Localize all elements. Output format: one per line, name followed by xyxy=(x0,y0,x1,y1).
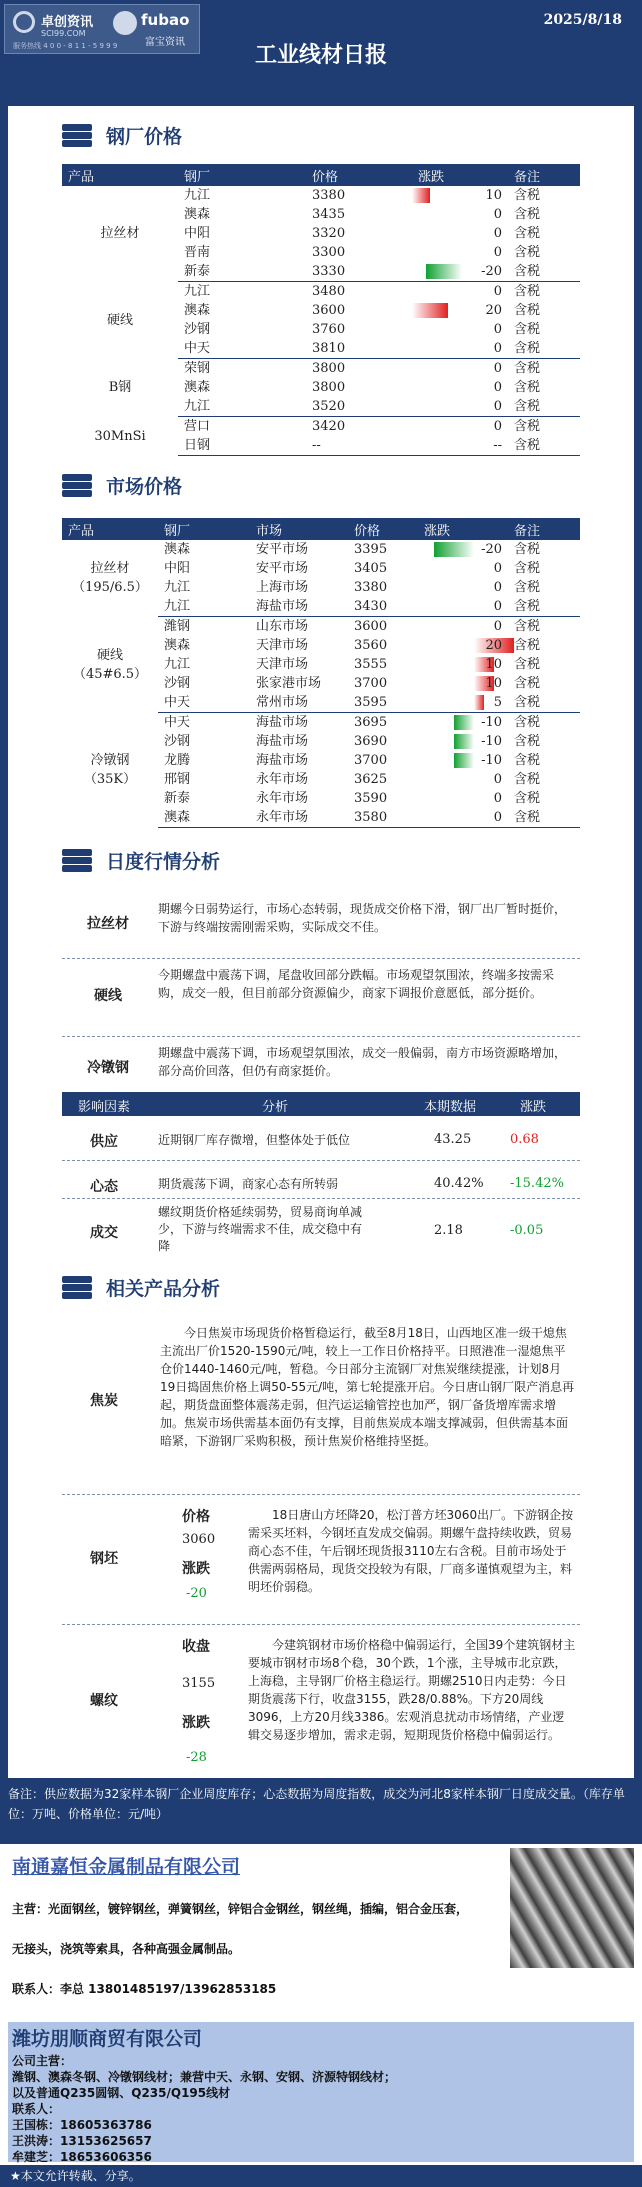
change-value: 10 xyxy=(485,188,502,203)
col-header: 钢厂 xyxy=(184,169,211,185)
divider xyxy=(62,1624,580,1625)
product-name: 30MnSi xyxy=(94,428,146,444)
change-cell xyxy=(418,655,508,674)
product-spec: （35K） xyxy=(83,772,137,787)
mill-name: 中阳 xyxy=(164,561,191,576)
change-value: 0 xyxy=(493,207,502,222)
mill-name: 澳森 xyxy=(164,638,191,653)
change-cell xyxy=(418,808,508,828)
change-cell xyxy=(412,320,508,339)
product-name: 拉丝材 xyxy=(100,226,140,242)
market-name: 安平市场 xyxy=(256,542,309,557)
price: 3405 xyxy=(354,561,388,576)
mill-name: 澳森 xyxy=(184,380,211,395)
ad-company-name[interactable]: 潍坊朋顺商贸有限公司 xyxy=(12,2028,203,2050)
change-value: 0 xyxy=(493,361,502,376)
analysis-row-cold-heading xyxy=(62,1038,580,1096)
col-header: 产品 xyxy=(68,169,95,185)
billet-label: 钢坯 xyxy=(90,1551,118,1567)
factor-name: 供应 xyxy=(90,1134,118,1150)
factor-name: 心态 xyxy=(90,1179,118,1195)
change-cell xyxy=(412,436,508,456)
change-cell xyxy=(418,578,508,597)
note: 含税 xyxy=(514,638,541,653)
table-row xyxy=(62,186,580,205)
price: 3580 xyxy=(348,808,418,828)
change-value: 10 xyxy=(485,657,502,672)
note: 含税 xyxy=(514,734,541,749)
analysis-row-wire-rod xyxy=(62,894,580,952)
factor-analysis: 螺纹期货价格延续弱势，贸易商询单减少，下游与终端需求不佳，成交稳中有降 xyxy=(158,1205,363,1253)
note: 含税 xyxy=(514,284,541,299)
change-cell xyxy=(418,693,508,713)
note: 含税 xyxy=(514,715,541,730)
mill-name: 荣钢 xyxy=(184,361,211,376)
change-cell xyxy=(418,789,508,808)
ad-line: 主营：光面钢丝，镀锌钢丝，弹簧钢丝，锌铝合金钢丝，钢丝绳，插编，铝合金压套， xyxy=(12,1902,469,1916)
change-cell xyxy=(412,359,508,379)
change-value: 0 xyxy=(493,619,502,634)
mill-name: 邢钢 xyxy=(164,772,191,787)
analysis-label: 拉丝材 xyxy=(87,916,129,932)
market-name: 海盐市场 xyxy=(256,753,309,768)
col-header: 备注 xyxy=(514,523,541,539)
product-cell xyxy=(62,540,158,617)
mill-name: 澳森 xyxy=(158,808,250,828)
note: 含税 xyxy=(514,753,541,768)
related-section-title: 相关产品分析 xyxy=(106,1277,221,1300)
ad-contact: 牟建芝：18653606356 xyxy=(12,2150,152,2164)
mill-name: 营口 xyxy=(184,419,211,434)
change-cell xyxy=(418,770,508,789)
mill-section-heading xyxy=(60,120,182,150)
table-header-row xyxy=(62,164,580,186)
price: 3480 xyxy=(312,284,346,299)
analysis-text: 期螺今日弱势运行，市场心态转弱，现货成交价格下滑，钢厂出厂暂时挺价，下游与终端按需刚需采购，实际成交不佳。 xyxy=(158,902,567,934)
note: 含税 xyxy=(514,542,541,557)
product-name: B钢 xyxy=(108,380,132,395)
billet-analysis xyxy=(62,1500,580,1620)
market-name: 永年市场 xyxy=(250,808,348,828)
analysis-text: 期螺盘中震荡下调，市场观望氛围浓，成交一般偏弱，南方市场资源略增加，部分高价回落，但仍有商家挺价。 xyxy=(158,1046,567,1078)
change-value: 20 xyxy=(485,303,502,318)
price: 3430 xyxy=(348,597,418,617)
note: 含税 xyxy=(508,693,580,713)
price: 3590 xyxy=(354,791,388,806)
change-value: 0 xyxy=(493,599,502,614)
price: -- xyxy=(306,436,412,456)
report-title: 工业线材日报 xyxy=(254,43,387,68)
divider xyxy=(62,958,580,959)
factor-row-sentiment xyxy=(62,1168,580,1208)
note: 含税 xyxy=(514,226,541,241)
col-header: 本期数据 xyxy=(424,1100,477,1115)
price: 3600 xyxy=(354,619,388,634)
col-header: 钢厂 xyxy=(164,523,191,539)
fubao-logo-icon xyxy=(113,11,137,35)
factor-row-turnover xyxy=(62,1204,580,1262)
change-bar-down xyxy=(426,264,462,279)
note: 含税 xyxy=(514,676,541,691)
mill-name: 中天 xyxy=(164,715,191,730)
change-cell xyxy=(412,301,508,320)
market-name: 海盐市场 xyxy=(256,734,309,749)
mill-name: 日钢 xyxy=(178,436,306,456)
col-header: 价格 xyxy=(312,169,339,185)
change-cell xyxy=(418,540,508,559)
divider xyxy=(62,1160,580,1161)
change-value: 0 xyxy=(493,772,502,787)
rebar-text: 今建筑钢材市场价格稳中偏弱运行，全国39个建筑钢材主要城市钢材市场8个稳，30个跌，1个涨，主导城市北京跌，上海稳，主导钢厂价格主稳运行。期螺2510日内走势：今日期货震荡下行，收盘3155，跌28/0.88%。下方20周线3096，上方20月线3386。宏观消息扰动市场情绪，产业逻辑交易逐步增加，需求走弱，短期现货价格稳中偏弱运行。 xyxy=(248,1638,576,1742)
mill-name: 中天 xyxy=(178,339,306,359)
coke-label: 焦炭 xyxy=(90,1393,118,1409)
note: 含税 xyxy=(514,322,541,337)
mill-name: 龙腾 xyxy=(164,753,191,768)
price: 3810 xyxy=(306,339,412,359)
note: 含税 xyxy=(514,188,541,203)
daily-section-title: 日度行情分析 xyxy=(106,850,221,873)
note: 含税 xyxy=(508,397,580,417)
change-cell xyxy=(418,559,508,578)
change-cell xyxy=(412,282,508,302)
factor-value: 40.42% xyxy=(434,1176,484,1191)
product-name: 硬线 xyxy=(96,647,123,663)
coke-text: 今日焦炭市场现货价格暂稳运行，截至8月18日，山西地区准一级干熄焦主流出厂价1520-1590元/吨，较上一工作日价格持平。日照港准一湿熄焦平仓价1440-1460元/吨，暂稳。今日部分主流钢厂对焦炭继续提涨，计划8月19日捣固焦价格上调50-55元/吨，第七轮提涨开启。今日唐山钢厂限产消息再起，期货盘面整体震荡走弱，但汽运运输管控也加严，钢厂备货增库需求增加。焦炭市场供需基本面仍有支撑，目前焦炭成本端支撑减弱，但供需基本面暗紧，下游钢厂采购积极，预计焦炭价格维持坚挺。 xyxy=(160,1326,575,1448)
divider xyxy=(62,1036,580,1037)
change-cell xyxy=(418,674,508,693)
stack-icon xyxy=(60,472,94,498)
table-row xyxy=(62,540,580,559)
product-spec: （195/6.5） xyxy=(72,580,148,596)
mill-section-title: 钢厂价格 xyxy=(106,125,183,148)
mill-name: 沙钢 xyxy=(164,734,191,749)
factor-change: -15.42% xyxy=(510,1176,564,1191)
market-name: 海盐市场 xyxy=(250,597,348,617)
rebar-price: 3155 xyxy=(182,1676,216,1691)
change-bar-down xyxy=(434,542,474,557)
market-name: 安平市场 xyxy=(256,561,309,576)
ad-line: 潍钢、澳森冬钢、冷镦钢线材；兼营中天、永钢、安钢、济源特钢线材； xyxy=(12,2070,397,2084)
note: 含税 xyxy=(514,419,541,434)
change-cell xyxy=(418,713,508,733)
analysis-label: 冷镦钢 xyxy=(87,1060,129,1076)
market-price-table xyxy=(62,518,580,828)
change-value: 0 xyxy=(493,341,502,356)
price: 3560 xyxy=(354,638,388,653)
col-header: 涨跌 xyxy=(424,523,451,539)
mill-name: 新泰 xyxy=(164,791,191,806)
market-name: 永年市场 xyxy=(256,772,309,787)
ad-line: 公司主营： xyxy=(12,2054,73,2068)
col-header: 影响因素 xyxy=(78,1100,131,1115)
table-row xyxy=(62,713,580,733)
mill-name: 九江 xyxy=(184,284,211,299)
mill-name: 沙钢 xyxy=(164,676,191,691)
ad-line: 无接头，浇筑等索具，各种高强金属制品。 xyxy=(12,1942,241,1956)
change-bar-down xyxy=(454,715,474,730)
product-name: 冷镦钢 xyxy=(90,753,130,768)
note: 含税 xyxy=(514,207,541,222)
analysis-label: 硬线 xyxy=(94,988,122,1004)
price: 3380 xyxy=(354,580,388,595)
mill-name: 沙钢 xyxy=(184,322,211,337)
price: 3695 xyxy=(354,715,388,730)
change-value: 0 xyxy=(493,810,502,825)
stack-icon xyxy=(60,1274,94,1300)
mill-price-table xyxy=(62,164,580,456)
mill-name: 新泰 xyxy=(178,262,306,282)
col-header: 涨跌 xyxy=(520,1100,547,1115)
change-cell xyxy=(412,224,508,243)
price: 3760 xyxy=(312,322,346,337)
change-cell xyxy=(418,636,508,655)
change-cell xyxy=(418,617,508,637)
factor-change: 0.68 xyxy=(510,1132,539,1147)
coke-analysis xyxy=(62,1320,580,1490)
mill-name: 九江 xyxy=(164,580,191,595)
note: 含税 xyxy=(514,619,541,634)
change-value: -20 xyxy=(481,264,502,279)
mill-name: 九江 xyxy=(178,397,306,417)
note: 含税 xyxy=(508,262,580,282)
change-cell xyxy=(418,597,508,617)
note: 含税 xyxy=(514,380,541,395)
ad-contact: 王洪涛：13153625657 xyxy=(12,2134,152,2148)
change-cell xyxy=(412,378,508,397)
col-header: 市场 xyxy=(256,523,283,539)
stack-icon xyxy=(60,847,94,873)
price: 3800 xyxy=(312,361,346,376)
price: 3395 xyxy=(354,542,388,557)
change-value: 0 xyxy=(493,791,502,806)
price: 3595 xyxy=(348,693,418,713)
note: 含税 xyxy=(508,436,580,456)
price: 3555 xyxy=(354,657,388,672)
change-cell xyxy=(418,751,508,770)
change-value: 0 xyxy=(493,245,502,260)
price: 3700 xyxy=(354,676,388,691)
change-cell xyxy=(412,397,508,417)
table-row xyxy=(62,282,580,302)
note: 含税 xyxy=(508,597,580,617)
sci99-logo-icon xyxy=(13,11,35,33)
factor-analysis: 近期钢厂库存微增，但整体处于低位 xyxy=(158,1133,351,1147)
note: 含税 xyxy=(514,772,541,787)
mill-name: 澳森 xyxy=(184,207,211,222)
note: 含税 xyxy=(514,657,541,672)
change-value: -10 xyxy=(481,715,502,730)
change-bar-down xyxy=(454,753,474,768)
billet-change: -20 xyxy=(186,1586,207,1601)
table-row xyxy=(62,617,580,637)
mill-name: 九江 xyxy=(164,657,191,672)
price: 3420 xyxy=(312,419,346,434)
related-section-heading xyxy=(60,1272,220,1302)
change-value: 0 xyxy=(493,399,502,414)
change-cell xyxy=(412,417,508,437)
change-value: -20 xyxy=(481,542,502,557)
mill-name: 潍钢 xyxy=(164,619,191,634)
mill-name: 晋南 xyxy=(184,245,211,260)
analysis-text: 今期螺盘中震荡下调，尾盘收回部分跌幅。市场观望氛围浓，终端多按需采购，成交一般，但目前部分资源偏少，商家下调报价意愿低，部分挺价。 xyxy=(158,968,555,1000)
mill-name: 中阳 xyxy=(184,226,211,241)
price: 3625 xyxy=(354,772,388,787)
rebar-label: 螺纹 xyxy=(90,1693,118,1709)
ad-weifang xyxy=(8,2022,634,2162)
change-value: 0 xyxy=(493,380,502,395)
mill-name: 九江 xyxy=(158,597,250,617)
market-name: 天津市场 xyxy=(256,657,309,672)
divider xyxy=(62,1494,580,1495)
change-value: 10 xyxy=(485,676,502,691)
change-bar-up xyxy=(474,695,484,710)
note: 含税 xyxy=(508,808,580,828)
product-cell xyxy=(62,617,158,713)
ad-company-name[interactable]: 南通嘉恒金属制品有限公司 xyxy=(12,1856,241,1878)
change-value: 0 xyxy=(493,284,502,299)
logo-a-url: SCI99.COM xyxy=(41,29,86,38)
price: 3320 xyxy=(312,226,346,241)
factor-change: -0.05 xyxy=(510,1223,544,1238)
market-section-title: 市场价格 xyxy=(106,475,183,498)
price: 3600 xyxy=(312,303,346,318)
change-cell xyxy=(412,262,508,282)
col-header: 产品 xyxy=(68,523,95,539)
change-value: 0 xyxy=(493,226,502,241)
share-notice: ★本文允许转载、分享。 xyxy=(0,2165,642,2187)
rebar-change: -28 xyxy=(186,1750,207,1765)
factor-table-header xyxy=(62,1092,580,1116)
factor-value: 43.25 xyxy=(434,1132,472,1147)
change-value: 0 xyxy=(493,561,502,576)
factor-name: 成交 xyxy=(90,1225,118,1241)
table-row xyxy=(62,359,580,379)
product-name: 拉丝材 xyxy=(90,561,130,577)
factor-analysis: 期货震荡下调，商家心态有所转弱 xyxy=(158,1177,339,1191)
billet-change-label: 涨跌 xyxy=(182,1561,210,1577)
factor-value: 2.18 xyxy=(434,1223,463,1238)
ad-line: 联系人： xyxy=(12,2102,61,2116)
col-header: 备注 xyxy=(514,169,541,185)
note: 含税 xyxy=(514,791,541,806)
change-cell xyxy=(412,243,508,262)
price: 3700 xyxy=(354,753,388,768)
market-name: 上海市场 xyxy=(256,580,309,595)
change-value: 0 xyxy=(493,580,502,595)
change-value: 0 xyxy=(493,419,502,434)
price: 3435 xyxy=(312,207,346,222)
market-name: 张家港市场 xyxy=(256,676,322,691)
ad-contact: 联系人：李总 13801485197/13962853185 xyxy=(12,1982,277,1996)
product-spec: （45#6.5） xyxy=(72,666,148,682)
market-name: 常州市场 xyxy=(250,693,348,713)
report-date: 2025/8/18 xyxy=(543,12,622,28)
note: 含税 xyxy=(508,339,580,359)
col-header: 分析 xyxy=(262,1100,289,1115)
rebar-analysis xyxy=(62,1628,580,1778)
mill-name: 澳森 xyxy=(184,303,211,318)
product-cell xyxy=(62,713,158,828)
note: 含税 xyxy=(514,245,541,260)
change-cell xyxy=(418,732,508,751)
ad-contact: 王国栋：18605363786 xyxy=(12,2118,152,2132)
note: 含税 xyxy=(514,561,541,576)
factor-row-supply xyxy=(62,1124,580,1158)
price: 3690 xyxy=(354,734,388,749)
note: 含税 xyxy=(514,361,541,376)
ad-nantong xyxy=(8,1848,634,2018)
stack-icon xyxy=(60,122,94,148)
change-cell xyxy=(412,339,508,359)
note: 含税 xyxy=(514,303,541,318)
col-header: 涨跌 xyxy=(418,169,445,185)
change-value: 20 xyxy=(485,638,502,653)
price: 3520 xyxy=(306,397,412,417)
price: 3330 xyxy=(306,262,412,282)
change-bar-up xyxy=(412,188,430,203)
billet-price-label: 价格 xyxy=(182,1509,210,1525)
change-bar-down xyxy=(454,734,474,749)
mill-name: 澳森 xyxy=(164,542,191,557)
change-value: -10 xyxy=(481,753,502,768)
change-cell xyxy=(412,205,508,224)
table-header-row xyxy=(62,518,580,540)
mill-name: 中天 xyxy=(158,693,250,713)
market-name: 海盐市场 xyxy=(256,715,309,730)
market-name: 山东市场 xyxy=(256,619,309,634)
change-value: 5 xyxy=(493,695,502,710)
table-row xyxy=(62,417,580,437)
ad-line: 以及普通Q235圆钢、Q235/Q195线材 xyxy=(12,2086,231,2100)
logo-a-name: 卓创资讯 xyxy=(41,15,94,30)
footer-note: 备注：供应数据为32家样本钢厂企业周度库存；心态数据为周度指数，成交为河北8家样本钢厂日度成交量。（库存单位：万吨、价格单位：元/吨） xyxy=(0,1778,642,1844)
market-name: 天津市场 xyxy=(256,638,309,653)
market-name: 永年市场 xyxy=(256,791,309,806)
note: 含税 xyxy=(514,580,541,595)
footer xyxy=(0,1778,642,2187)
change-value: -- xyxy=(493,438,502,453)
price: 3800 xyxy=(312,380,346,395)
market-section-heading xyxy=(60,470,182,500)
divider xyxy=(62,1198,580,1199)
price: 3380 xyxy=(312,188,346,203)
logo-b-cn: 富宝资讯 xyxy=(145,37,185,48)
change-value: 0 xyxy=(493,322,502,337)
product-name: 硬线 xyxy=(106,312,133,328)
logo-a-phone: 服务热线 4 0 0 - 8 1 1 - 5 9 9 9 xyxy=(13,42,118,50)
billet-text: 18日唐山方坯降20，松汀普方坯3060出厂。下游钢企按需采买坯料，今钢坯直发成交偏弱。期螺午盘持续收跌，贸易商心态不佳，午后钢坯现货报3110左右含税。目前市场处于供需两弱格局，现货交投较为有限，厂商多谨慎观望为主，料明坯价弱稳。 xyxy=(248,1508,574,1594)
mill-name: 九江 xyxy=(184,188,211,203)
change-value: -10 xyxy=(481,734,502,749)
rebar-change-label: 涨跌 xyxy=(182,1715,210,1731)
rebar-price-label: 收盘 xyxy=(182,1639,210,1655)
logo-b-name: fubao xyxy=(141,11,190,29)
col-header: 价格 xyxy=(354,523,381,539)
change-bar-up xyxy=(412,303,448,318)
wire-rope-image xyxy=(510,1848,634,1968)
change-cell xyxy=(412,186,508,205)
billet-price: 3060 xyxy=(182,1532,216,1547)
analysis-row-hard-wire xyxy=(62,960,580,1030)
header-bar xyxy=(0,0,642,106)
daily-section-heading xyxy=(60,845,220,875)
price: 3300 xyxy=(312,245,346,260)
